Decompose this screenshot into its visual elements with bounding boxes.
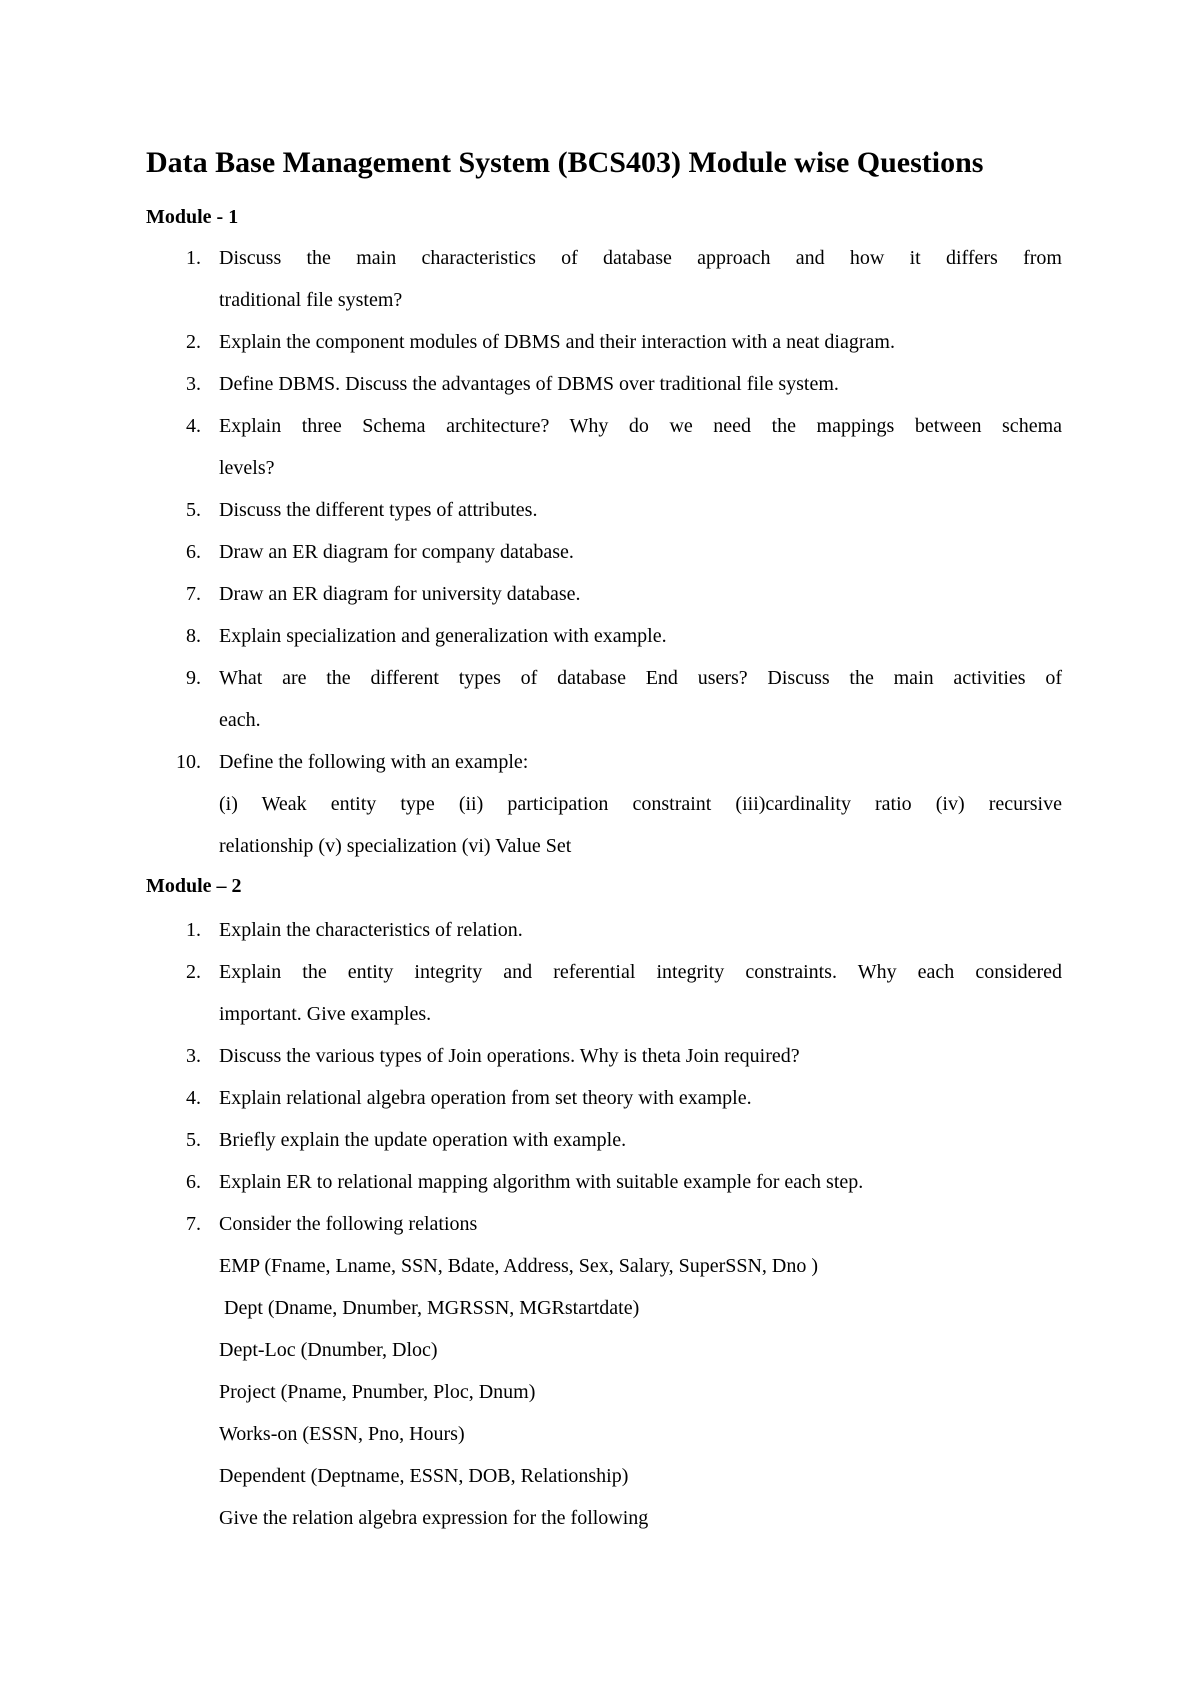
question-number: 4. [186,415,201,437]
question-text: Explain three Schema architecture? Why do we need the mappings between schema [219,415,1062,437]
module-1-heading: Module - 1 [146,206,239,228]
question-text: Briefly explain the update operation with example. [219,1129,627,1151]
question-number: 7. [186,1213,201,1235]
question-number: 8. [186,625,201,647]
document-title: Data Base Management System (BCS403) Module wise Questions [146,146,984,179]
question-text: traditional file system? [219,289,403,311]
question-text: Explain the component modules of DBMS and their interaction with a neat diagram. [219,331,895,353]
question-number: 3. [186,1045,201,1067]
question-text: levels? [219,457,275,479]
question-number: 4. [186,1087,201,1109]
question-text: Consider the following relations [219,1213,478,1235]
question-text: each. [219,709,261,731]
question-number: 2. [186,331,201,353]
question-number: 1. [186,919,201,941]
relation-schema: Dept (Dname, Dnumber, MGRSSN, MGRstartdate) [219,1297,640,1319]
question-number: 1. [186,247,201,269]
question-text: Explain relational algebra operation from set theory with example. [219,1087,752,1109]
question-text: Draw an ER diagram for university database. [219,583,581,605]
question-text: Give the relation algebra expression for the following [219,1507,649,1529]
question-text: Define the following with an example: [219,751,529,773]
module-2-heading: Module – 2 [146,875,242,897]
question-text: Draw an ER diagram for company database. [219,541,574,563]
question-text: Discuss the main characteristics of database approach and how it differs from [219,247,1062,269]
question-text: important. Give examples. [219,1003,432,1025]
question-number: 6. [186,1171,201,1193]
question-number: 5. [186,1129,201,1151]
question-number: 5. [186,499,201,521]
question-text: Explain specialization and generalization with example. [219,625,667,647]
question-text: Explain the characteristics of relation. [219,919,523,941]
question-number: 2. [186,961,201,983]
relation-schema: EMP (Fname, Lname, SSN, Bdate, Address, Sex, Salary, SuperSSN, Dno ) [219,1255,819,1277]
question-text: relationship (v) specialization (vi) Value Set [219,835,572,857]
question-text: Define DBMS. Discuss the advantages of DBMS over traditional file system. [219,373,839,395]
question-number: 3. [186,373,201,395]
question-number: 10. [176,751,201,773]
relation-schema: Dependent (Deptname, ESSN, DOB, Relationship) [219,1465,629,1487]
question-text: Explain the entity integrity and referential integrity constraints. Why each considered [219,961,1062,983]
question-number: 7. [186,583,201,605]
question-text: Explain ER to relational mapping algorithm with suitable example for each step. [219,1171,864,1193]
relation-schema: Project (Pname, Pnumber, Ploc, Dnum) [219,1381,536,1403]
question-number: 9. [186,667,201,689]
relation-schema: Works-on (ESSN, Pno, Hours) [219,1423,465,1445]
relation-schema: Dept-Loc (Dnumber, Dloc) [219,1339,438,1361]
question-text: Discuss the different types of attributes. [219,499,538,521]
question-text: (i) Weak entity type (ii) participation constraint (iii)cardinality ratio (iv) recursive [219,793,1062,815]
question-text: What are the different types of database End users? Discuss the main activities of [219,667,1062,689]
question-text: Discuss the various types of Join operations. Why is theta Join required? [219,1045,800,1067]
question-number: 6. [186,541,201,563]
